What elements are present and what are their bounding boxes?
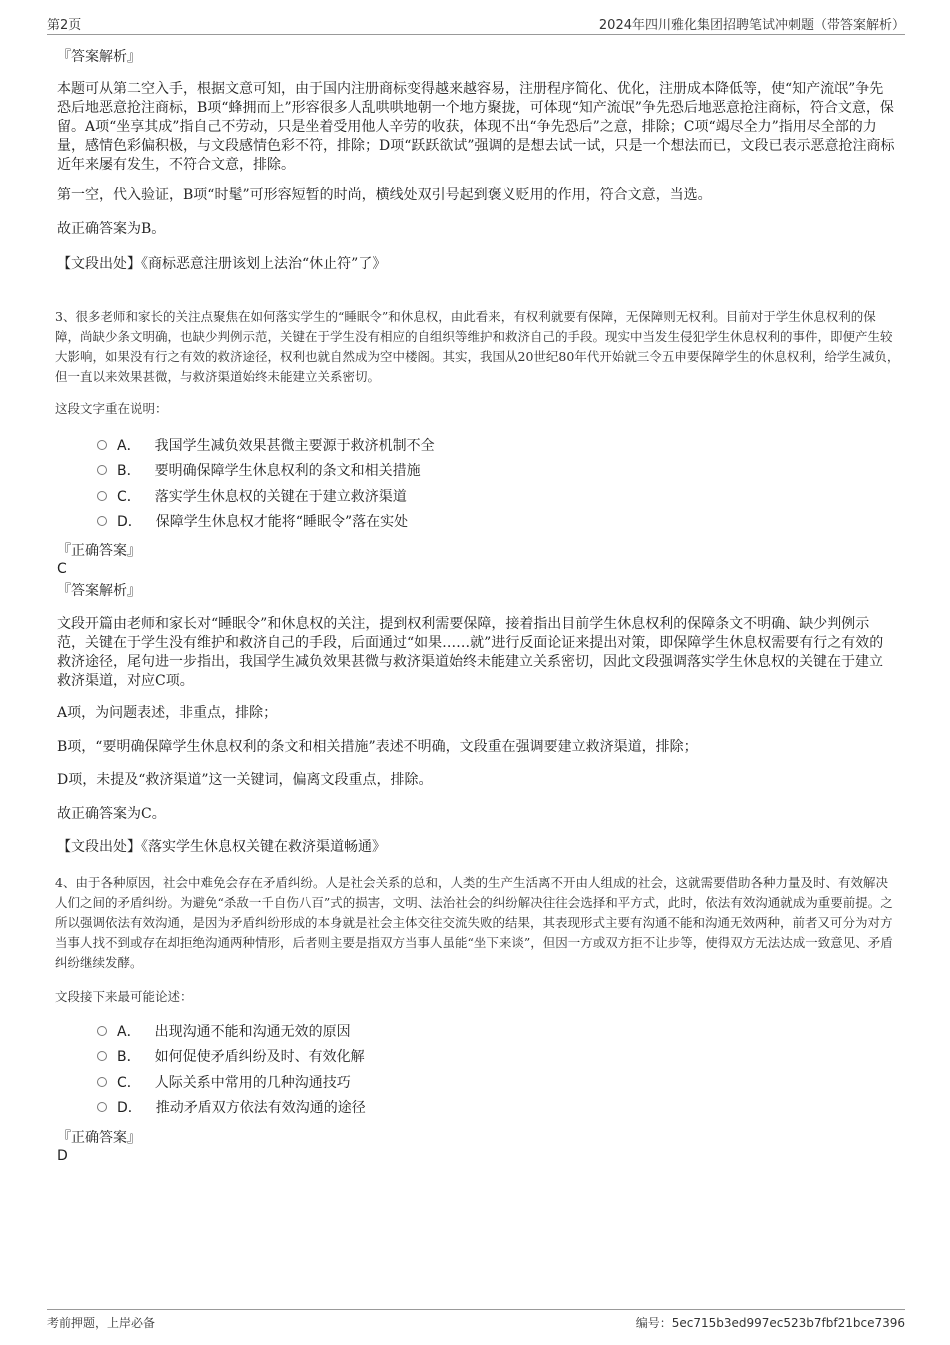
q4-answer-label: 『正确答案』 bbox=[57, 1130, 141, 1146]
q3-prompt: 这段文字重在说明： bbox=[55, 401, 168, 416]
q3-option-d[interactable]: D． 保障学生休息权才能将“睡眠令”落在实处 bbox=[97, 511, 797, 533]
q2-conclusion: 故正确答案为B。 bbox=[57, 221, 166, 237]
q3-option-c[interactable]: C． 落实学生休息权的关键在于建立救济渠道 bbox=[97, 486, 797, 508]
q3-note-a: A项，为问题表述，非重点，排除； bbox=[57, 705, 278, 721]
q4-option-d[interactable]: D． 推动矛盾双方依法有效沟通的途径 bbox=[97, 1097, 797, 1119]
page-number: 第2页 bbox=[47, 18, 82, 33]
radio-icon[interactable] bbox=[97, 440, 107, 450]
q2-analysis-para1: 本题可从第二空入手，根据文意可知，由于国内注册商标变得越来越容易，注册程序简化、优化，注册成本降低等，使“知产流氓”争先恐后地恶意抢注商标，B项“蜂拥而上”形容很多人乱哄哄地朝一个地方聚拢，可体现“知产流氓”争先恐后地恶意抢注商标，符合文意，保留。A项“坐享其成”指自己不劳动，只是坐着受用他人辛劳的收获，体现不出“争先恐后”之意，排除；C项“竭尽全力”指用尽全部的力量，感情色彩偏积极，与文段感情色彩不符，排除；D项“跃跃欲试”强调的是想去试一试，只是一个想法而已，文段已表示恶意抢注商标近年来屡有发生，不符合文意，排除。 bbox=[57, 81, 895, 173]
q4-option-a[interactable]: A． 出现沟通不能和沟通无效的原因 bbox=[97, 1021, 797, 1043]
q3-option-a[interactable]: A． 我国学生减负效果甚微主要源于救济机制不全 bbox=[97, 435, 797, 457]
q4-prompt: 文段接下来最可能论述： bbox=[55, 989, 193, 1004]
q2-analysis-label: 『答案解析』 bbox=[57, 49, 141, 65]
q2-source: 【文段出处】《商标恶意注册该划上法治“休止符”了》 bbox=[57, 256, 387, 272]
footer-slogan: 考前押题，上岸必备 bbox=[47, 1316, 156, 1330]
radio-icon[interactable] bbox=[97, 516, 107, 526]
q2-analysis-para2: 第一空，代入验证，B项“时髦”可形容短暂的时尚，横线处双引号起到褒义贬用的作用，符合文意，当选。 bbox=[57, 187, 712, 203]
radio-icon[interactable] bbox=[97, 465, 107, 475]
radio-icon[interactable] bbox=[97, 1077, 107, 1087]
q4-option-b[interactable]: B． 如何促使矛盾纠纷及时、有效化解 bbox=[97, 1046, 797, 1068]
q3-note-d: D项，未提及“救济渠道”这一关键词，偏离文段重点，排除。 bbox=[57, 772, 433, 788]
page-header bbox=[47, 12, 905, 35]
q3-analysis-label: 『答案解析』 bbox=[57, 583, 141, 599]
footer-code: 编号：5ec715b3ed997ec523b7fbf21bce7396 bbox=[635, 1316, 905, 1330]
q4-stem: 4、由于各种原因，社会中难免会存在矛盾纠纷。人是社会关系的总和，人类的生产生活离不开由人组成的社会，这就需要借助各种力量及时、有效解决人们之间的矛盾纠纷。为避免“杀敌一千自伤八百”式的损害，文明、法治社会的纠纷解决往往会选择和平方式，此时，依法有效沟通就成为重要前提。之所以强调依法有效沟通，是因为矛盾纠纷形成的本身就是社会主体交往交流失败的结果，其表现形式主要有沟通不能和沟通无效两种，前者又可分为对方当事人找不到或存在却拒绝沟通两种情形，后者则主要是指双方当事人虽能“坐下来谈”，但因一方或双方拒不让步等，使得双方无法达成一致意见、矛盾纠纷继续发酵。 bbox=[55, 875, 893, 970]
radio-icon[interactable] bbox=[97, 1051, 107, 1061]
q3-answer-label: 『正确答案』 bbox=[57, 543, 141, 559]
q4-answer: D bbox=[57, 1148, 68, 1164]
q4-option-c[interactable]: C． 人际关系中常用的几种沟通技巧 bbox=[97, 1072, 797, 1094]
q3-option-b[interactable]: B． 要明确保障学生休息权利的条文和相关措施 bbox=[97, 460, 797, 482]
radio-icon[interactable] bbox=[97, 491, 107, 501]
q3-note-b: B项，“要明确保障学生休息权利的条文和相关措施”表述不明确，文段重在强调要建立救济渠道，排除； bbox=[57, 739, 698, 755]
q3-answer: C bbox=[57, 561, 67, 577]
document-title: 2024年四川雅化集团招聘笔试冲刺题（带答案解析） bbox=[598, 18, 905, 33]
q3-conclusion: 故正确答案为C。 bbox=[57, 806, 166, 822]
q3-stem: 3、很多老师和家长的关注点聚焦在如何落实学生的“睡眠令”和休息权，由此看来，有权利就要有保障，无保障则无权利。目前对于学生休息权利的保障，尚缺少条文明确，也缺少判例示范，关键在于学生没有相应的自组织等维护和救济自己的手段。现实中当发生侵犯学生休息权利的事件，即便产生较大影响，如果没有行之有效的救济途径，权利也就自然成为空中楼阁。其实，我国从20世纪80年代开始就三令五申要保障学生的休息权利，给学生减负，但一直以来效果甚微，与救济渠道始终未能建立关系密切。 bbox=[55, 309, 900, 384]
q3-source: 【文段出处】《落实学生休息权关键在救济渠道畅通》 bbox=[57, 839, 386, 855]
radio-icon[interactable] bbox=[97, 1026, 107, 1036]
q3-analysis: 文段开篇由老师和家长对“睡眠令”和休息权的关注，提到权利需要保障，接着指出目前学生休息权利的保障条文不明确、缺少判例示范，关键在于学生没有维护和救济自己的手段，后面通过“如果……就”进行反面论证来提出对策，即保障学生休息权需要有行之有效的救济途径，尾句进一步指出，我国学生减负效果甚微与救济渠道始终未能建立关系密切，因此文段强调落实学生休息权的关键在于建立救济渠道，对应C项。 bbox=[57, 616, 884, 689]
page-footer bbox=[47, 1309, 905, 1330]
radio-icon[interactable] bbox=[97, 1102, 107, 1112]
